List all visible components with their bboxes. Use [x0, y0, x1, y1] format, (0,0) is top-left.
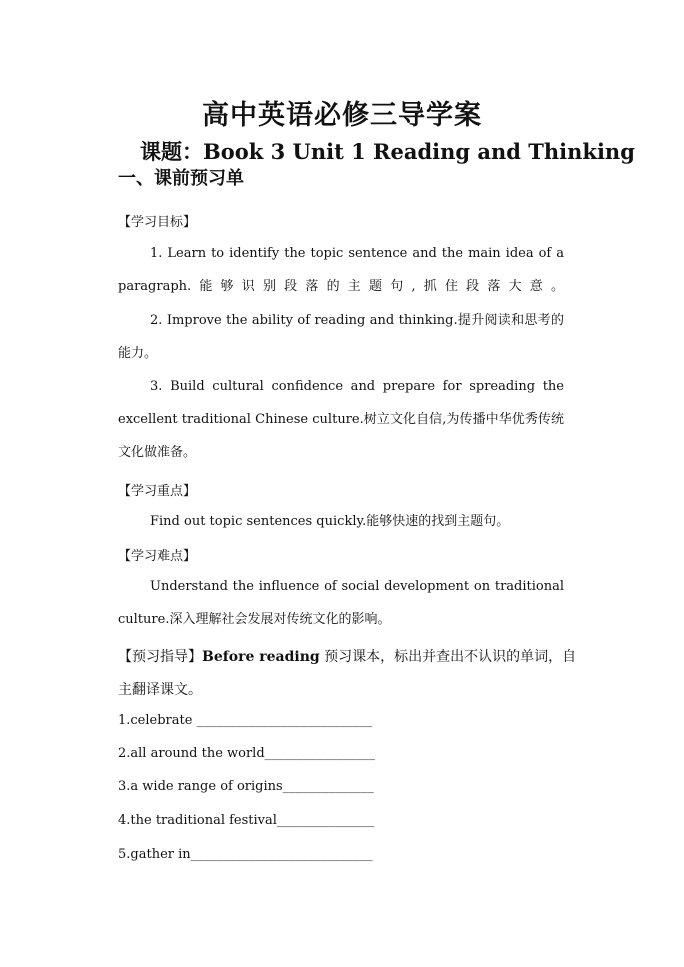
vocab-item-5: 5.gather in____________________________: [118, 847, 373, 862]
difficulty-text: Understand the influence of social development on traditional culture.深入理解社会发展对传统文化的影响。: [118, 579, 564, 627]
page-title: 高中英语必修三导学案: [202, 100, 482, 131]
key-point-label: 【学习重点】: [118, 484, 197, 499]
difficulty-label: 【学习难点】: [118, 549, 197, 564]
guide-label: 【预习指导】: [118, 649, 202, 665]
vocab-item-3: 3.a wide range of origins______________: [118, 779, 374, 794]
guide-bold-text: Before reading: [202, 649, 320, 665]
vocab-item-2: 2.all around the world_________________: [118, 746, 376, 761]
key-point-text: Find out topic sentences quickly.能够快速的找到主题句。: [150, 514, 510, 529]
preview-guide-line: [118, 646, 576, 666]
vocab-item-4: 4.the traditional festival_______________: [118, 813, 375, 828]
goal-3: 3. Build cultural confidence and prepare for spreading the excellent traditional Chinese culture.树立文化自信,为传播中华优秀传统文化做准备。: [118, 379, 564, 460]
goals-label: 【学习目标】: [118, 215, 197, 230]
guide-text-continued: 主翻译课文。: [118, 682, 202, 698]
lesson-subtitle: 课题：Book 3 Unit 1 Reading and Thinking: [140, 139, 635, 164]
goal-1: 1. Learn to identify the topic sentence and the main idea of a paragraph.能够识别段落的主题句,抓住段落大意。: [118, 246, 564, 294]
guide-text: 预习课本，标出并查出不认识的单词，自: [319, 649, 577, 665]
section-heading-preview: 一、课前预习单: [118, 168, 244, 189]
vocab-item-1: 1.celebrate ___________________________: [118, 713, 373, 728]
goal-2: 2. Improve the ability of reading and thinking.提升阅读和思考的能力。: [118, 313, 564, 361]
